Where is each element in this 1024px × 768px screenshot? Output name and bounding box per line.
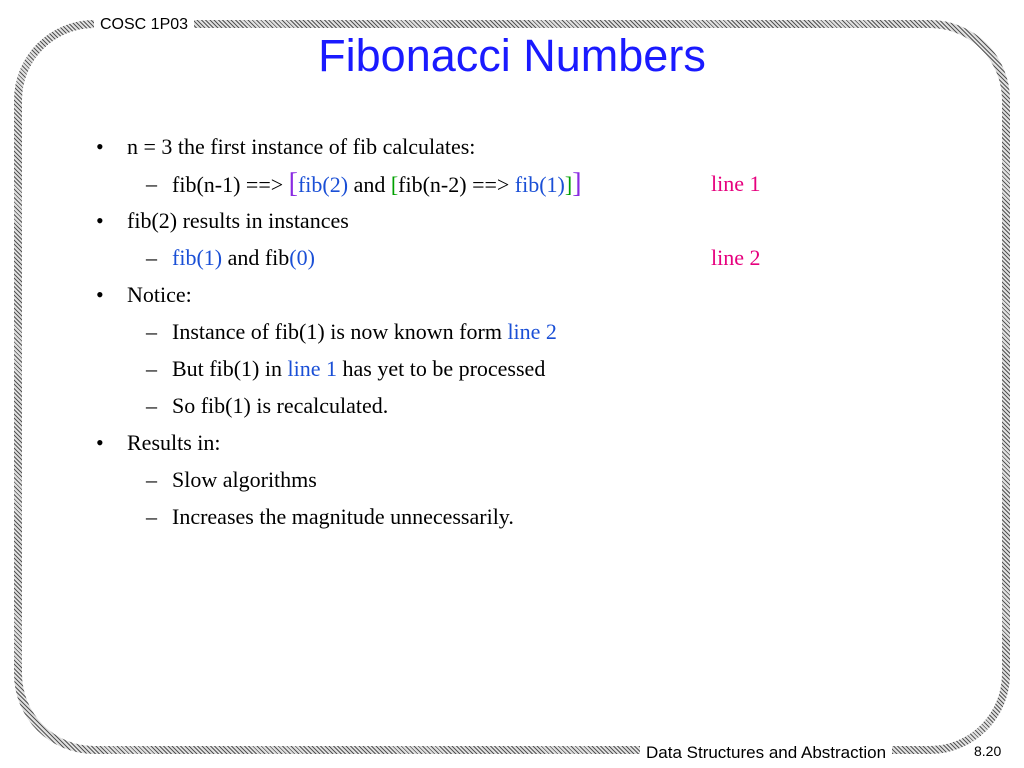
bullet-item [96,424,816,461]
bullet-marker: • [96,282,104,307]
sub-bullet-item [96,313,816,350]
dash-marker: – [146,504,157,529]
sub-bullet-item [96,498,816,535]
footer-course-title: Data Structures and Abstraction [640,743,892,763]
sub-bullet-item [96,239,816,276]
fib-1-term: fib(1) [172,245,223,270]
sub-bullet-item [96,461,816,498]
bullet-marker: • [96,430,104,455]
bullet-item [96,128,816,165]
fib-0-term: (0) [289,245,315,270]
sub-text: So fib(1) is recalculated. [172,393,389,418]
sub-text-end: has yet to be processed [337,356,546,381]
bullet-list [96,128,816,535]
bullet-text: Notice: [127,282,192,307]
line-note: line 1 [711,171,761,196]
fib-1-term: fib(1) [514,172,565,197]
dash-marker: – [146,393,157,418]
dash-marker: – [146,319,157,344]
bullet-item [96,276,816,313]
sub-text: and fib [222,245,290,270]
bullet-text: n = 3 the first instance of fib calculates: [127,134,476,159]
bullet-text: Results in: [127,430,221,455]
bullet-marker: • [96,208,104,233]
fib-n-2-text: fib(n-2) ==> [398,172,515,197]
close-bracket: ] [572,168,582,199]
inner-close-bracket: ] [564,172,573,197]
bullet-item [96,202,816,239]
dash-marker: – [146,467,157,492]
course-label: COSC 1P03 [94,16,194,34]
sub-bullet-item [96,387,816,424]
and-text: and [348,172,391,197]
sub-bullet-item [96,165,816,202]
open-bracket: [ [288,168,298,199]
sub-text: fib(n-1) ==> [172,172,289,197]
sub-text: Slow algorithms [172,467,317,492]
dash-marker: – [146,171,157,196]
sub-text: But fib(1) in [172,356,288,381]
line-note: line 2 [711,245,761,270]
sub-bullet-item [96,350,816,387]
bullet-text: fib(2) results in instances [127,208,349,233]
line-1-ref: line 1 [287,356,337,381]
page-title: Fibonacci Numbers [318,30,706,81]
inner-open-bracket: [ [390,172,399,197]
fib-2-term: fib(2) [297,172,349,197]
sub-text: Instance of fib(1) is now known form [172,319,508,344]
bullet-marker: • [96,134,104,159]
dash-marker: – [146,356,157,381]
line-2-ref: line 2 [507,319,557,344]
sub-text: Increases the magnitude unnecessarily. [172,504,514,529]
page-number: 8.20 [974,743,1002,759]
dash-marker: – [146,245,157,270]
